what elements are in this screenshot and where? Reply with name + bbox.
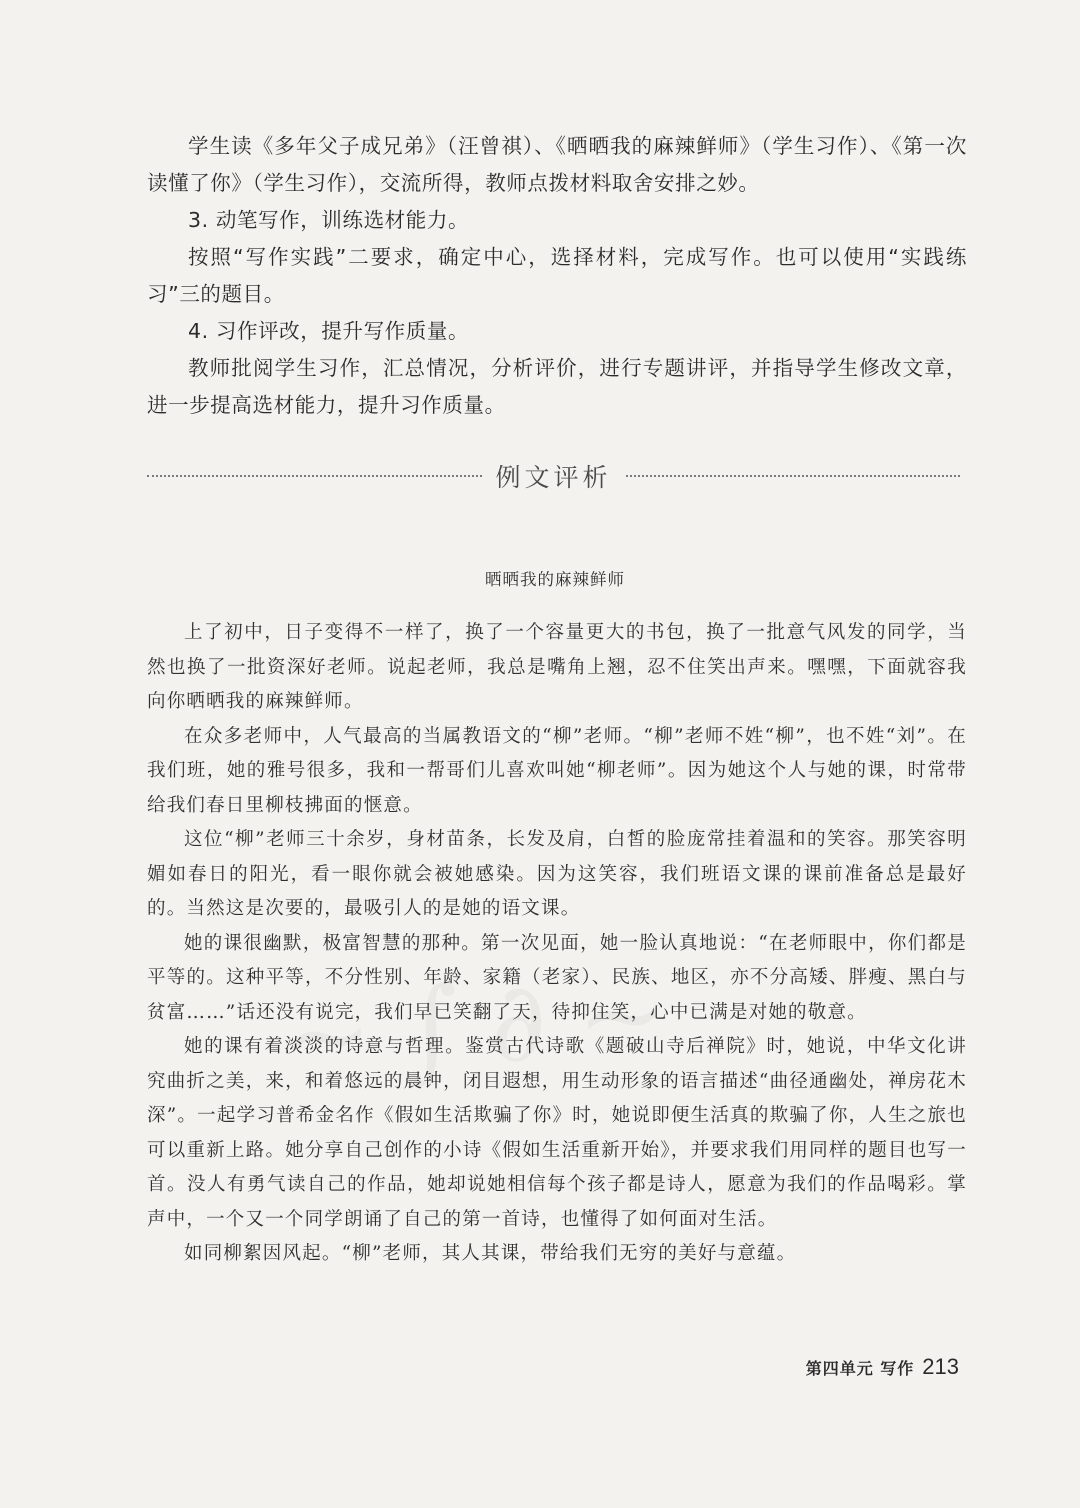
essay-paragraph: 如同柳絮因风起。“柳”老师，其人其课，带给我们无穷的美好与意蕴。 <box>184 1243 797 1264</box>
page-footer <box>806 1354 959 1380</box>
essay-paragraph: 上了初中，日子变得不一样了，换了一个容量更大的书包，换了一批意气风发的同学，当然也换了一批资深好老师。说起老师，我总是嘴角上翘，忍不住笑出声来。嘿嘿，下面就容我向你晒晒我的麻辣鲜师。 <box>147 622 967 712</box>
step-heading: 3. 动笔写作，训练选材能力。 <box>188 208 470 232</box>
paragraph: 学生读《多年父子成兄弟》（汪曾祺）、《晒晒我的麻辣鲜师》（学生习作）、《第一次读懂了你》（学生习作），交流所得，教师点拨材料取舍安排之妙。 <box>147 134 967 195</box>
teaching-steps-section <box>147 128 967 424</box>
essay-paragraph: 她的课有着淡淡的诗意与哲理。鉴赏古代诗歌《题破山寺后禅院》时，她说，中华文化讲究曲折之美，来，和着悠远的晨钟，闭目遐想，用生动形象的语言描述“曲径通幽处，禅房花木深”。一起学习普希金名作《假如生活欺骗了你》时，她说即便生活真的欺骗了你，人生之旅也可以重新上路。她分享自己创作的小诗《假如生活重新开始》，并要求我们用同样的题目也写一首。没人有勇气读自己的作品，她却说她相信每个孩子都是诗人，愿意为我们的作品喝彩。掌声中，一个又一个同学朗诵了自己的第一首诗，也懂得了如何面对生活。 <box>147 1036 967 1230</box>
step-heading: 4. 习作评改，提升写作质量。 <box>188 319 470 343</box>
divider-dots-right <box>626 475 961 477</box>
essay-body <box>147 616 967 1272</box>
page-number: 213 <box>922 1354 959 1379</box>
essay-title: 晒晒我的麻辣鲜师 <box>485 570 625 589</box>
footer-unit-label: 第四单元 写作 <box>805 1359 915 1378</box>
paragraph: 教师批阅学生习作，汇总情况，分析评价，进行专题讲评，并指导学生修改文章，进一步提高选材能力，提升习作质量。 <box>147 356 967 417</box>
paragraph: 按照“写作实践”二要求，确定中心，选择材料，完成写作。也可以使用“实践练习”三的题目。 <box>147 245 967 306</box>
section-title: 例文评析 <box>495 463 612 492</box>
essay-paragraph: 在众多老师中，人气最高的当属教语文的“柳”老师。“柳”老师不姓“柳”，也不姓“刘”。在我们班，她的雅号很多，我和一帮哥们儿喜欢叫她“柳老师”。因为她这个人与她的课，时常带给我们春日里柳枝拂面的惬意。 <box>147 725 967 816</box>
section-divider <box>147 456 960 496</box>
divider-dots-left <box>147 475 482 477</box>
essay-paragraph: 这位“柳”老师三十余岁，身材苗条，长发及肩，白皙的脸庞常挂着温和的笑容。那笑容明媚如春日的阳光，看一眼你就会被她感染。因为这笑容，我们班语文课的课前准备总是最好的。当然这是次要的，最吸引人的是她的语文课。 <box>147 829 967 919</box>
essay-paragraph: 她的课很幽默，极富智慧的那种。第一次见面，她一脸认真地说：“在老师眼中，你们都是平等的。这种平等，不分性别、年龄、家籍（老家）、民族、地区，亦不分高矮、胖瘦、黑白与贫富……”话还没有说完，我们早已笑翻了天，待抑住笑，心中已满是对她的敬意。 <box>147 932 967 1023</box>
